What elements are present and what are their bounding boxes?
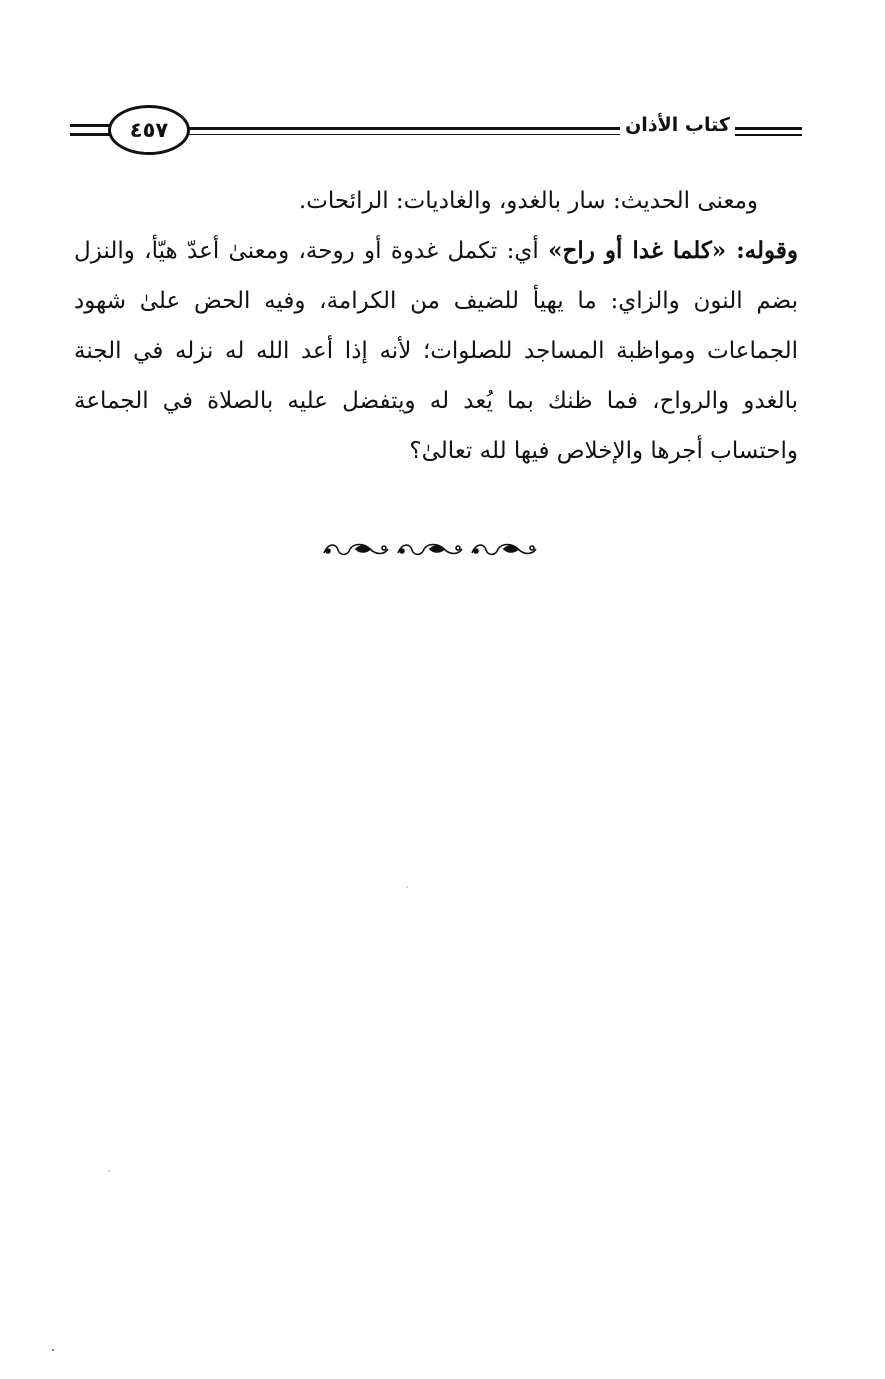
page-number: ٤٥٧: [108, 105, 190, 155]
page-header: [70, 100, 802, 160]
ornament-motif: [472, 545, 536, 555]
paragraph: [74, 226, 798, 476]
book-title: كتاب الأذان: [625, 114, 730, 136]
paragraph-text: أي: تكمل غدوة أو روحة، ومعنىٰ أعدّ هيّأ، والنزل بضم النون والزاي: ما يهيأ للضيف من الكرامة، وفيه الحض علىٰ شهود الجماعات ومواظبة المساجد للصلوات؛ لأنه إذا أعد الله له نزله في الجنة بالغدو والرواح، فما ظنك بما يُعد له ويتفضل عليه بالصلاة في الجماعة واحتساب أجرها والإخلاص فيها لله تعالىٰ؟: [74, 238, 798, 464]
body-text: [74, 176, 798, 476]
header-rule-middle: [188, 127, 620, 135]
floral-divider-icon: [320, 537, 542, 563]
paragraph: ومعنى الحديث: سار بالغدو، والغاديات: الرائحات.: [298, 188, 758, 214]
scan-speck: [108, 1170, 110, 1172]
ornament-motif: [324, 545, 388, 555]
ornament-motif: [398, 545, 462, 555]
scan-speck: [52, 1349, 54, 1351]
header-rule-right: [735, 127, 802, 136]
scan-speck: [406, 886, 408, 888]
quoted-phrase: وقوله: «كلما غدا أو راح»: [548, 237, 799, 264]
